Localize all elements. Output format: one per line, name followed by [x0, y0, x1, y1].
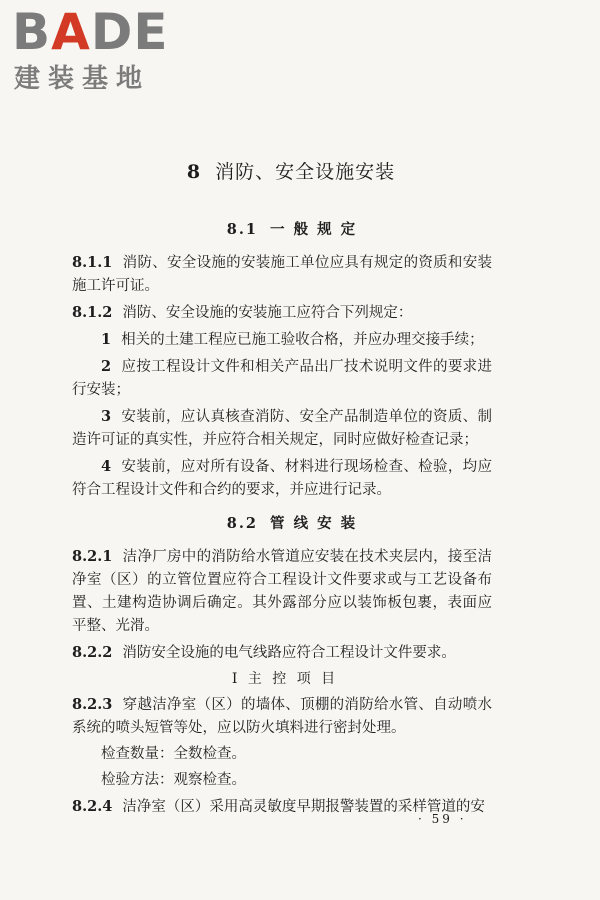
page-number: · 59 ·	[418, 812, 467, 826]
main-items-heading: Ⅰ 主 控 项 目	[231, 671, 339, 687]
list-item: 1 相关的土建工程应已施工验收合格，并应办理交接手续；	[101, 331, 484, 348]
chapter-title: 8 消防、安全设施安装	[186, 161, 396, 183]
clause-8-2-1: 8.2.1 洁净厂房中的消防给水管道应安装在技术夹层内，接至洁净室（区）的立管位置应符合工程设计文件要求或与工艺设备布置、土建构造协调后确定。其外露部分应以装饰板包裹，表面应平整、光滑。	[72, 548, 492, 634]
check-quantity: 检查数量：全数检查。	[101, 746, 246, 762]
list-item: 4 安装前，应对所有设备、材料进行现场检查、检验，均应符合工程设计文件和合约的要求，并应进行记录。	[72, 458, 492, 498]
clause-8-1-2: 8.1.2 消防、安全设施的安装施工应符合下列规定：	[72, 304, 413, 321]
check-method: 检验方法：观察检查。	[101, 772, 246, 788]
logo-subtitle: 建装基地	[14, 64, 151, 94]
section-8-2-title: 8.2 管 线 安 装	[226, 515, 358, 532]
list-item: 3 安装前，应认真核查消防、安全产品制造单位的资质、制造许可证的真实性，并应符合相关规定，同时应做好检查记录；	[72, 408, 492, 448]
page-body	[72, 160, 492, 822]
clause-8-1-1: 8.1.1 消防、安全设施的安装施工单位应具有规定的资质和安装施工许可证。	[72, 254, 492, 294]
clause-8-2-2: 8.2.2 消防安全设施的电气线路应符合工程设计文件要求。	[72, 644, 456, 661]
clause-8-2-4: 8.2.4 洁净室（区）采用高灵敏度早期报警装置的采样管道的安	[72, 798, 485, 815]
section-8-1-title: 8.1 一 般 规 定	[226, 221, 358, 238]
clause-8-2-3: 8.2.3 穿越洁净室（区）的墙体、顶棚的消防给水管、自动喷水系统的喷头短管等处，应以防火填料进行密封处理。	[72, 696, 492, 736]
bade-logo	[12, 3, 182, 96]
list-item: 2 应按工程设计文件和相关产品出厂技术说明文件的要求进行安装；	[72, 358, 492, 398]
logo-wordmark: BADE	[12, 3, 169, 61]
